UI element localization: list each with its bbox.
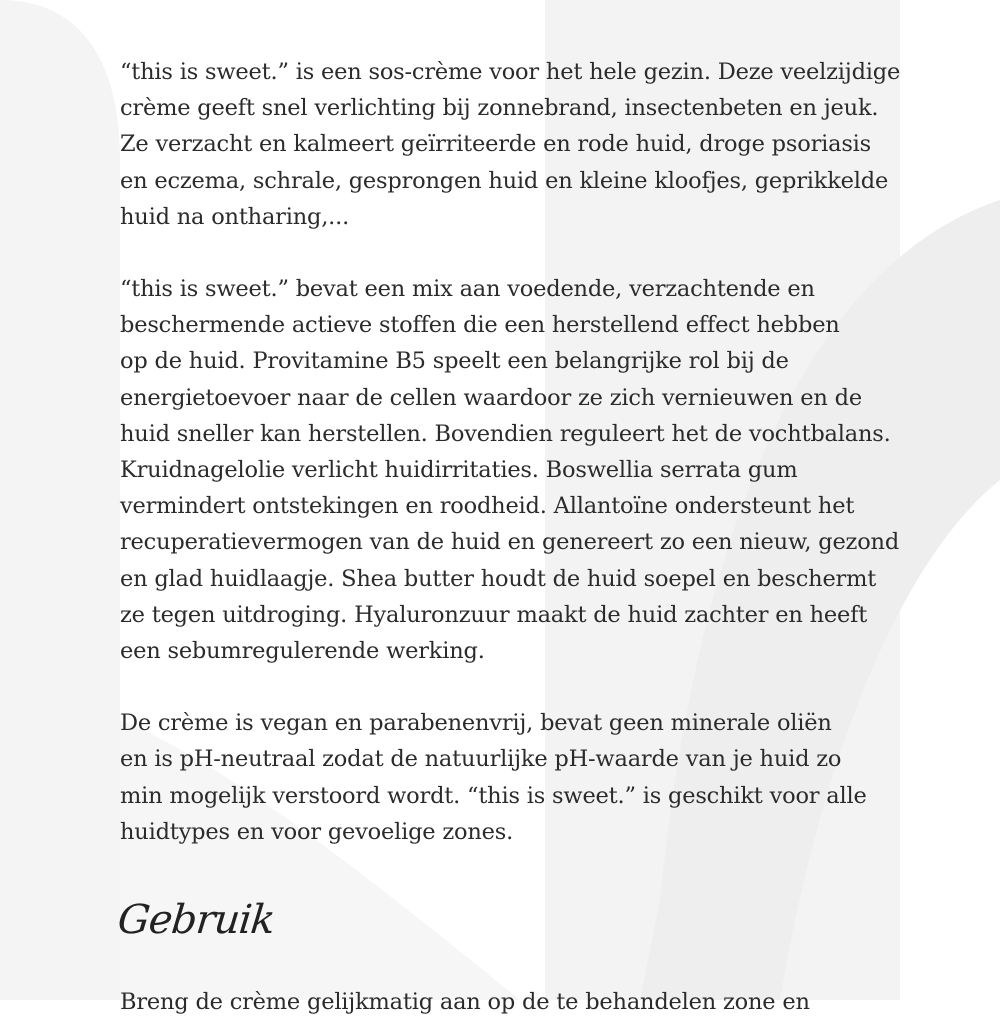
text-line: een sebumregulerende werking. — [120, 638, 485, 665]
text-line: crème geeft snel verlichting bij zonnebrand, insectenbeten en jeuk. — [120, 95, 879, 122]
text-line: en glad huidlaagje. Shea butter houdt de huid soepel en beschermt — [120, 565, 877, 592]
text-line: min mogelijk verstoord wordt. “this is sweet.” is geschikt voor alle — [120, 782, 867, 809]
text-line: beschermende actieve stoffen die een herstellend effect hebben — [120, 312, 840, 339]
paragraph-intro — [120, 54, 920, 235]
text-line: huid na ontharing,... — [120, 203, 350, 230]
text-line: vermindert ontstekingen en roodheid. Allantoïne ondersteunt het — [120, 493, 855, 520]
paragraph-ingredients — [120, 271, 920, 669]
text-line: op de huid. Provitamine B5 speelt een belangrijke rol bij de — [120, 348, 789, 375]
text-line: huidtypes en voor gevoelige zones. — [120, 818, 514, 845]
text-line: en eczema, schrale, gesprongen huid en kleine kloofjes, geprikkelde — [120, 167, 889, 194]
text-line: De crème is vegan en parabenenvrij, bevat geen minerale oliën — [120, 710, 832, 737]
text-line: Kruidnagelolie verlicht huidirritaties. Boswellia serrata gum — [120, 457, 798, 484]
watermark-stroke-left-curve — [0, 0, 120, 1000]
usage-text-line: Breng de crème gelijkmatig aan op de te behandelen zone en — [120, 989, 810, 1015]
text-line: ze tegen uitdroging. Hyaluronzuur maakt de huid zachter en heeft — [120, 601, 868, 628]
text-line: “this is sweet.” is een sos-crème voor het hele gezin. Deze veelzijdige — [120, 59, 901, 85]
text-line: recuperatievermogen van de huid en genereert zo een nieuw, gezond — [120, 529, 900, 556]
text-line: en is pH-neutraal zodat de natuurlijke pH-waarde van je huid zo — [120, 746, 842, 773]
usage-heading: Gebruik — [115, 897, 277, 943]
paragraph-properties — [120, 705, 920, 850]
text-line: energietoevoer naar de cellen waardoor ze zich vernieuwen en de — [120, 384, 862, 411]
description-text — [120, 54, 920, 886]
text-line: Ze verzacht en kalmeert geïrriteerde en rode huid, droge psoriasis — [120, 131, 872, 158]
text-line: huid sneller kan herstellen. Bovendien reguleert het de vochtbalans. — [120, 420, 891, 447]
text-line: “this is sweet.” bevat een mix aan voedende, verzachtende en — [120, 276, 815, 303]
